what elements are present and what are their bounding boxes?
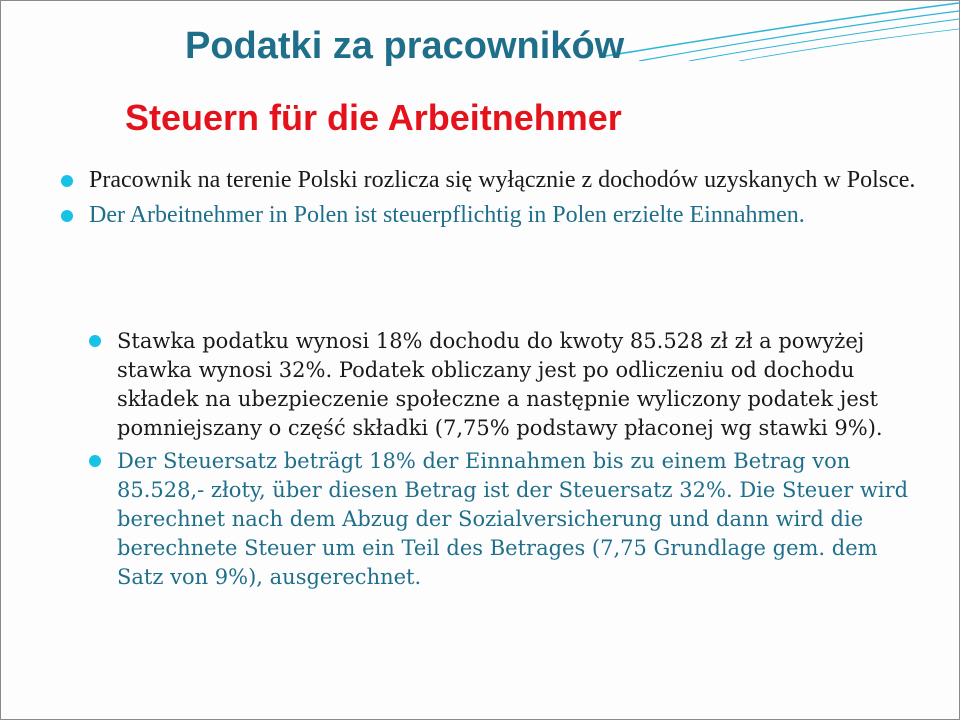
bullet-icon — [89, 455, 101, 467]
bullet-item-polish-intro — [61, 165, 921, 195]
bullet-icon — [89, 335, 101, 347]
bullet-item-german-rates — [89, 447, 919, 592]
bullet-icon — [61, 210, 73, 222]
swoosh-line-3 — [689, 19, 959, 61]
bullet-list-rates — [89, 327, 919, 596]
bullet-list-intro — [61, 165, 921, 235]
bullet-text: Stawka podatku wynosi 18% dochodu do kwoty 85.528 zł zł a powyżej stawka wynosi 32%. Podatek obliczany jest po odliczeniu od dochodu składek na ubezpieczenie społeczne a następnie wyliczony podatek jest pomniejszany o część składki (7,75% podstawy płaconej wg stawki 9%). — [117, 329, 883, 440]
bullet-text: Pracownik na terenie Polski rozlicza się wyłącznie z dochodów uzyskanych w Polsce. — [89, 167, 916, 193]
bullet-text: Der Steuersatz beträgt 18% der Einnahmen bis zu einem Betrag von 85.528,- złoty, über diesen Betrag ist der Steuersatz 32%. Die Steuer wird berechnet nach dem Abzug der Sozialversicherung und dann wird die berechnete Steuer um ein Teil des Betrages (7,75 Grundlage gem. dem Satz von 9%), ausgerechnet. — [117, 449, 909, 589]
swoosh-line-2 — [639, 11, 959, 61]
swoosh-line-4 — [739, 29, 959, 61]
swoosh-line-1 — [599, 3, 959, 57]
title-german: Steuern für die Arbeitnehmer — [125, 97, 622, 138]
bullet-item-polish-rates — [89, 327, 919, 443]
bullet-text: Der Arbeitnehmer in Polen ist steuerpflichtig in Polen erzielte Einnahmen. — [89, 202, 805, 228]
bullet-icon — [61, 175, 73, 187]
bullet-item-german-intro — [61, 200, 921, 230]
corner-swoosh-decoration — [579, 1, 959, 61]
title-polish: Podatki za pracowników — [185, 25, 625, 67]
